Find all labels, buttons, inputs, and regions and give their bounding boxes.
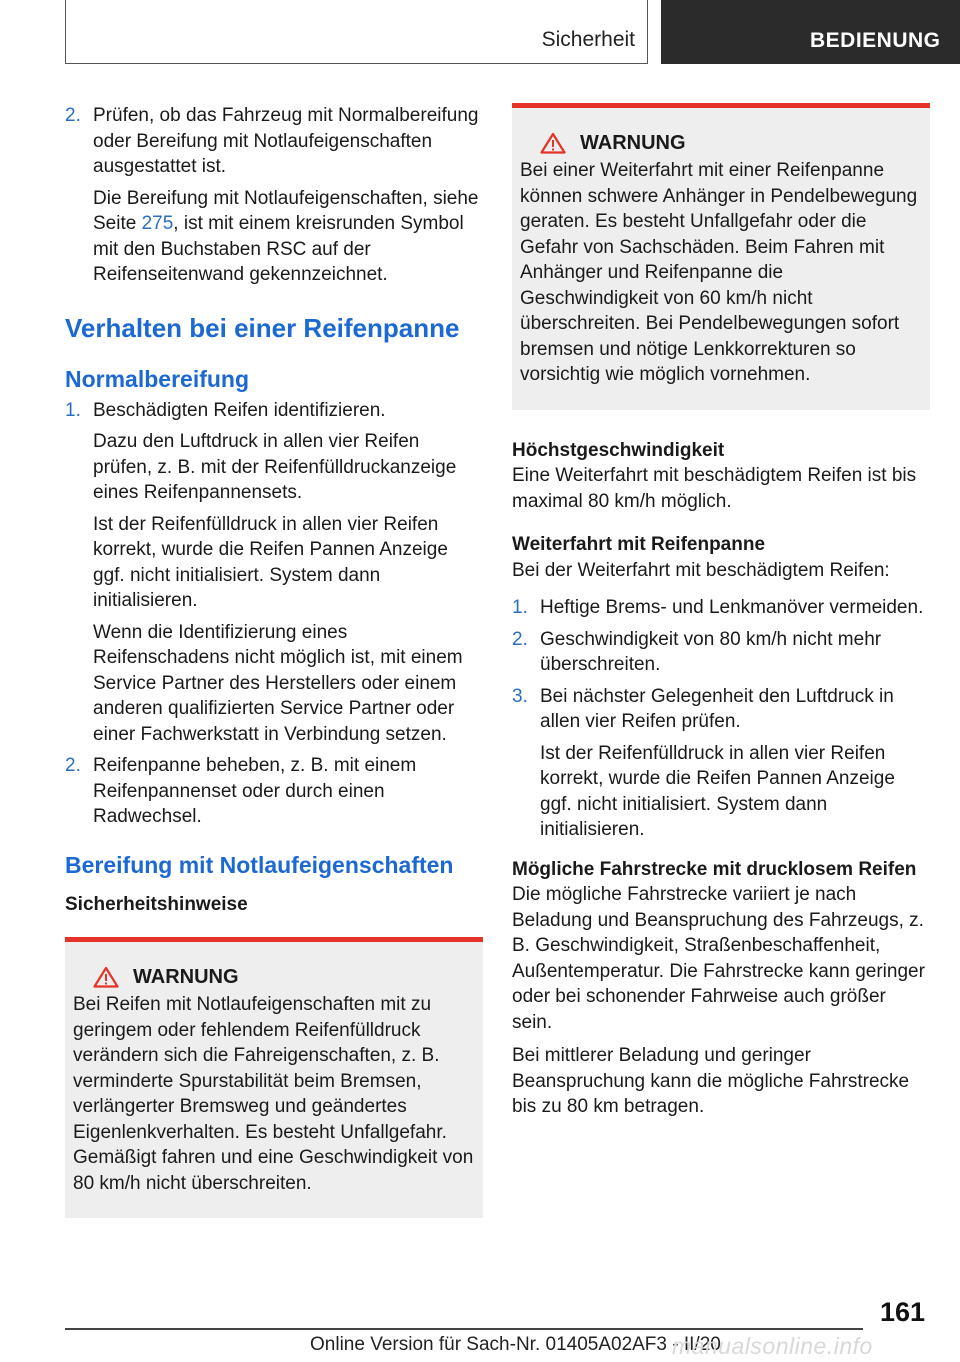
minor-heading: Mögliche Fahrstrecke mit drucklosem Reifen: [512, 858, 917, 880]
footer-online-version: Online Version für Sach-Nr. 01405A02AF3 - II/20: [310, 1334, 721, 1355]
body-text: Eine Weiterfahrt mit beschädigtem Reifen ist bis maximal 80 km/h möglich.: [512, 465, 917, 512]
minor-heading: Sicherheitshinweise: [65, 893, 248, 915]
body-text: Bei der Weiterfahrt mit beschädigtem Reifen:: [512, 559, 890, 581]
warning-box: [512, 103, 930, 410]
page-link[interactable]: 275: [141, 213, 174, 234]
subsection-heading: Bereifung mit Notlaufeigenschaften: [65, 851, 454, 878]
step-number: 2.: [65, 105, 81, 126]
section-heading: Verhalten bei einer Reifenpanne: [65, 312, 460, 343]
list-item: [512, 684, 930, 843]
warning-text: Bei Reifen mit Notlaufeigenschaften mit zu geringem oder fehlendem Reifenfülldruck verändern sich die Fahreigenschaften, z. B. verminderte Spurstabilität beim Bremsen, verlängerter Bremsweg und geändertes Eigenlenkverhalten. Es besteht Unfallgefahr. Gemäßigt fahren und eine Geschwindigkeit von 80 km/h nicht überschreiten.: [73, 994, 474, 1194]
step-number: 2.: [65, 755, 81, 776]
step-number: 1.: [512, 597, 528, 618]
list-item: [512, 595, 930, 621]
header-chapter-title: BEDIENUNG: [810, 29, 941, 52]
body-text: Bei mittlerer Beladung und geringer Beanspruchung kann die mögliche Fahrstrecke bis zu 80 km betragen.: [512, 1045, 910, 1117]
step-text: Bei nächster Gelegenheit den Luftdruck in allen vier Reifen prüfen.: [540, 685, 894, 732]
warning-triangle-icon: [93, 966, 119, 988]
list-item: [65, 753, 483, 830]
warning-title: WARNUNG: [133, 966, 239, 988]
header-section-title: Sicherheit: [541, 28, 635, 51]
step-text: Ist der Reifenfülldruck in allen vier Reifen korrekt, wurde die Reifen Pannen Anzeige ggf. nicht initialisiert. System dann initialisieren.: [540, 742, 895, 840]
list-item: [512, 627, 930, 678]
left-column: [65, 103, 483, 1218]
step-number: 2.: [512, 628, 528, 650]
right-column: [512, 103, 930, 1128]
list-item: [65, 103, 483, 288]
step-text: Die Bereifung mit Notlaufeigenschaften, siehe Seite 275, ist mit einem kreisrunden Symbol mit den Buchstaben RSC auf der Reifenseitenwand gekennzeichnet.: [93, 187, 479, 285]
step-text: Dazu den Luftdruck in allen vier Reifen prüfen, z. B. mit der Reifenfülldruckanzeige eines Reifenpannensets.: [93, 431, 457, 503]
step-text: Ist der Reifenfülldruck in allen vier Reifen korrekt, wurde die Reifen Pannen Anzeige ggf. nicht initialisiert. System dann initialisieren.: [93, 513, 448, 611]
watermark: manualsonline.info: [672, 1333, 873, 1359]
subsection-heading: Normalbereifung: [65, 365, 250, 392]
minor-heading: Höchstgeschwindigkeit: [512, 439, 725, 461]
step-number: 1.: [65, 399, 81, 421]
page-number: 161: [879, 1297, 925, 1327]
footer-divider: [65, 1328, 863, 1330]
warning-header: [93, 964, 475, 990]
warning-text: Bei einer Weiterfahrt mit einer Reifenpanne können schwere Anhänger in Pendelbewegung geraten. Es besteht Unfallgefahr oder die Gefahr von Sachschäden. Beim Fahren mit Anhänger und Reifenpanne die Geschwindigkeit von 60 km/h nicht überschreiten. Bei Pendelbewegungen sofort bremsen und nötige Lenkkorrekturen so vorsichtig wie möglich vornehmen.: [520, 160, 918, 385]
step-text: Heftige Brems- und Lenkmanöver vermeiden.: [540, 597, 924, 618]
warning-title: WARNUNG: [580, 132, 686, 154]
minor-heading: Weiterfahrt mit Reifenpanne: [512, 534, 766, 555]
step-text: Wenn die Identifizierung eines Reifenschadens nicht möglich ist, mit einem Service Partner des Herstellers oder einem anderen qualifizierten Service Partner oder einer Fachwerkstatt in Verbindung setzen.: [93, 621, 463, 745]
step-text: Geschwindigkeit von 80 km/h nicht mehr überschreiten.: [540, 628, 882, 675]
body-text: Die mögliche Fahrstrecke variiert je nach Beladung und Beanspruchung des Fahrzeugs, z. B. Geschwindigkeit, Straßenbeschaffenheit, Außentemperatur. Die Fahrstrecke kann geringer oder bei schonender Fahrweise auch größer sein.: [512, 884, 925, 1033]
step-text: Beschädigten Reifen identifizieren.: [93, 399, 386, 421]
warning-header: [540, 130, 922, 156]
step-text: Prüfen, ob das Fahrzeug mit Normalbereifung oder Bereifung mit Notlaufeigenschaften ausgestattet ist.: [93, 105, 479, 177]
warning-box: [65, 937, 483, 1218]
warning-triangle-icon: [540, 132, 566, 154]
step-number: 3.: [512, 685, 528, 707]
step-text: Reifenpanne beheben, z. B. mit einem Reifenpannenset oder durch einen Radwechsel.: [93, 755, 417, 827]
list-item: [65, 398, 483, 748]
